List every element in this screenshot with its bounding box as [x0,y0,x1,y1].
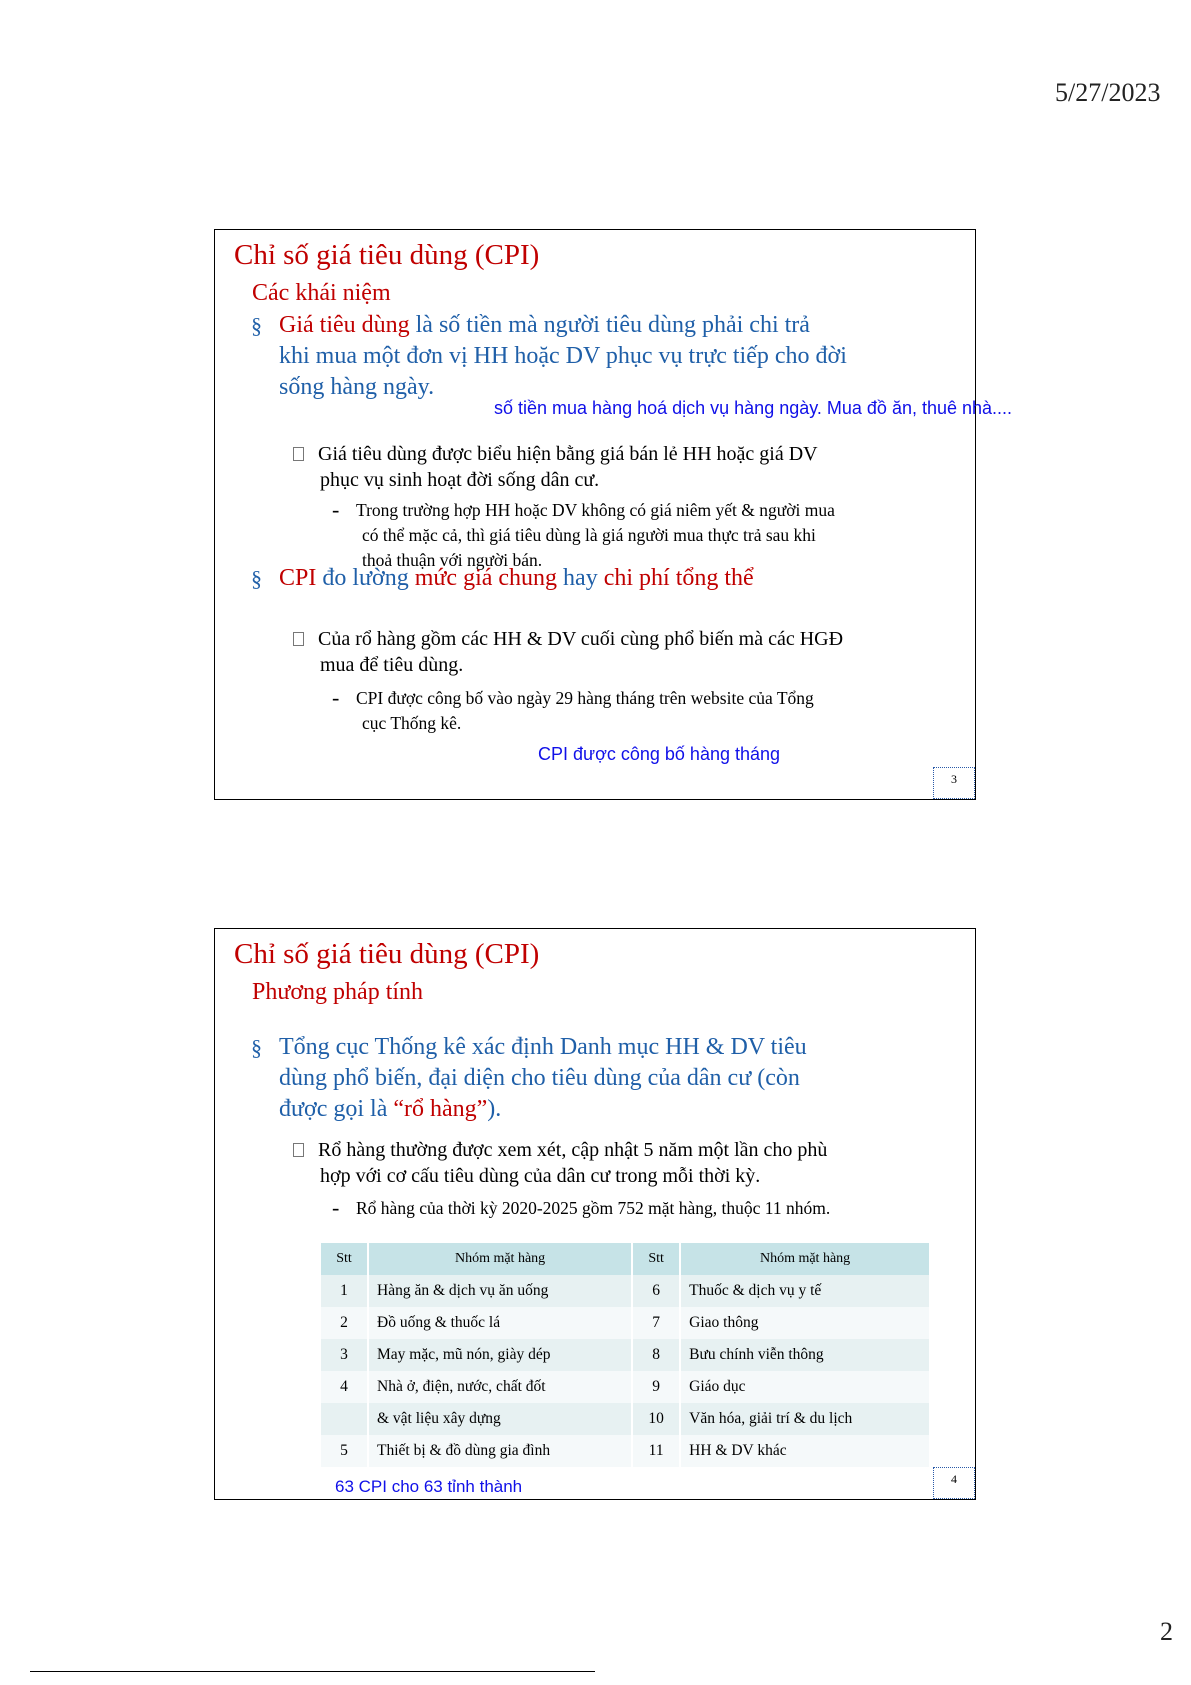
dash-bullet-icon: - [332,497,340,522]
bullet-basket-definition: Tổng cục Thống kê xác định Danh mục HH & DV tiêu dùng phổ biến, đại diện cho tiêu dùng của dân cư (còn được gọi là “rổ hàng”). [279,1034,807,1122]
slide-number: 3 [933,767,975,799]
slide-subtitle: Các khái niệm [252,280,391,306]
bullet-icon: § [251,313,262,338]
slide-4 [214,928,976,1500]
bullet-cpi-measure: CPI đo lường mức giá chung hay chi phí tổng thể [279,565,754,591]
header-group: Nhóm mặt hàng [681,1243,929,1275]
subsub-bullet-publish: - CPI được công bố vào ngày 29 hàng tháng trên website của Tổng cục Thống kê. [332,685,814,733]
sub-bullet-basket: Của rổ hàng gồm các HH & DV cuối cùng phổ biến mà các HGĐ mua để tiêu dùng. [293,626,913,678]
bullet-consumer-price: Giá tiêu dùng là số tiền mà người tiêu dùng phải chi trả khi mua một đơn vị HH hoặc DV phục vụ trực tiếp cho đời sống hàng ngày. [279,312,847,400]
bullet-icon: § [251,1035,262,1060]
handwritten-note-1: số tiền mua hàng hoá dịch vụ hàng ngày. Mua đồ ăn, thuê nhà.... [494,398,1013,418]
table-row: 5 Thiết bị & đồ dùng gia đình 11 HH & DV khác [321,1435,929,1467]
header-stt: Stt [633,1243,679,1275]
page-number: 2 [1160,1617,1173,1646]
table-header-row [321,1243,929,1275]
subsub-bullet-basket-size: - Rổ hàng của thời kỳ 2020-2025 gồm 752 mặt hàng, thuộc 11 nhóm. [332,1195,831,1220]
slide-number: 4 [933,1467,975,1499]
sub-bullet-basket-update: Rổ hàng thường được xem xét, cập nhật 5 năm một lần cho phù hợp với cơ cấu tiêu dùng của dân cư trong mỗi thời kỳ. [293,1137,913,1189]
bullet-icon: § [251,566,262,591]
handwritten-note-2: CPI được công bố hàng tháng [538,744,781,764]
subsub-bullet-bargain: - Trong trường hợp HH hoặc DV không có giá niêm yết & người mua có thể mặc cả, thì giá tiêu dùng là giá người mua thực trả sau khi thoả thuận với người bán. [332,497,835,570]
goods-group-table [319,1243,931,1467]
handwritten-note-3: 63 CPI cho 63 tỉnh thành [335,1477,523,1496]
page-date: 5/27/2023 [1055,78,1161,107]
slide-subtitle: Phương pháp tính [252,979,424,1005]
slide-title: Chỉ số giá tiêu dùng (CPI) [234,938,540,970]
checkbox-bullet-icon [293,632,304,646]
sub-bullet-retail-price: Giá tiêu dùng được biểu hiện bằng giá bán lẻ HH hoặc giá DV phục vụ sinh hoạt đời sống dân cư. [293,441,913,493]
checkbox-bullet-icon [293,447,304,461]
checkbox-bullet-icon [293,1143,304,1157]
table-row: 1 Hàng ăn & dịch vụ ăn uống 6 Thuốc & dịch vụ y tế [321,1275,929,1307]
header-group: Nhóm mặt hàng [369,1243,631,1275]
term-consumer-price: Giá tiêu dùng [279,312,410,338]
slide-3 [214,229,1013,800]
header-stt: Stt [321,1243,367,1275]
table-row: 4 Nhà ở, điện, nước, chất đốt 9 Giáo dục [321,1371,929,1403]
slide-title: Chỉ số giá tiêu dùng (CPI) [234,239,540,271]
dash-bullet-icon: - [332,1195,340,1220]
table-row: 3 May mặc, mũ nón, giày dép 8 Bưu chính viễn thông [321,1339,929,1371]
table-row: & vật liệu xây dựng 10 Văn hóa, giải trí & du lịch [321,1403,929,1435]
dash-bullet-icon: - [332,685,340,710]
table-row: 2 Đồ uống & thuốc lá 7 Giao thông [321,1307,929,1339]
footer-rule [30,1671,595,1672]
